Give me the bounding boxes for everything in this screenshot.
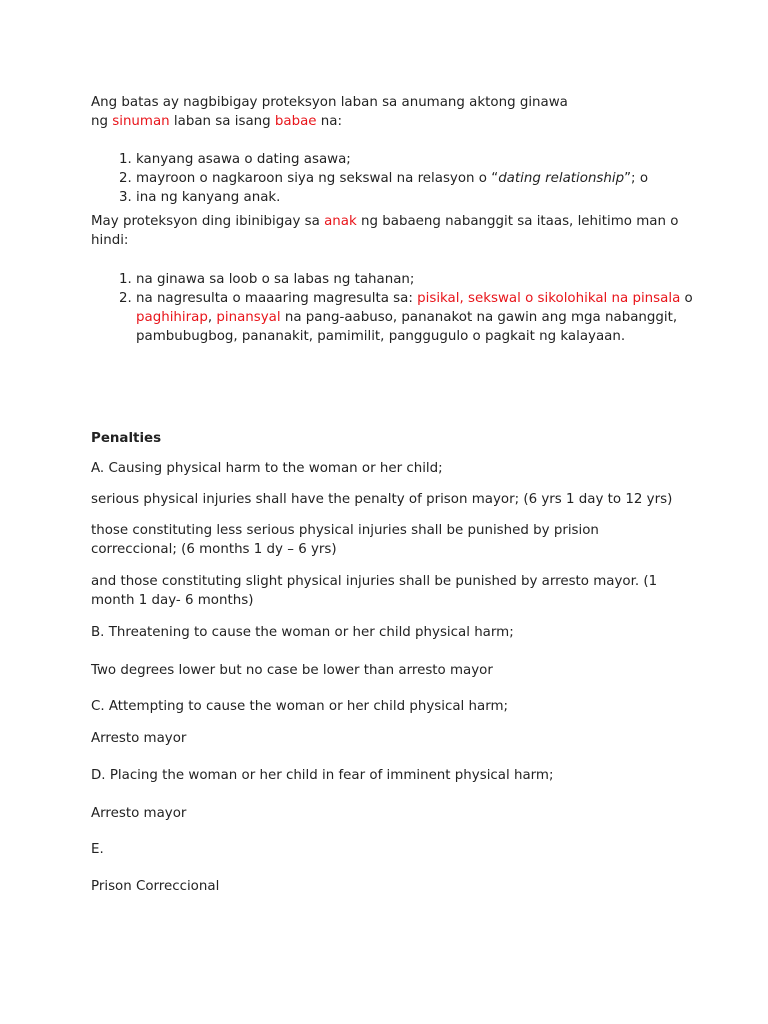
list-item-text: kanyang asawa o dating asawa; bbox=[136, 152, 351, 167]
highlight-paghihirap: paghihirap bbox=[136, 310, 208, 325]
list-item bbox=[136, 150, 726, 169]
penalty-d: D. Placing the woman or her child in fear of imminent physical harm; bbox=[91, 768, 554, 783]
paragraph-text: May proteksyon ding ibinibigay sa bbox=[91, 214, 325, 229]
penalty-e-detail: Prison Correccional bbox=[91, 879, 220, 894]
penalty-b-detail: Two degrees lower but no case be lower than arresto mayor bbox=[91, 663, 493, 678]
penalty-a: A. Causing physical harm to the woman or her child; bbox=[91, 461, 443, 476]
penalty-a-slight: and those constituting slight physical injuries shall be punished by arresto mayor. (1 month 1 day- 6 months) bbox=[91, 574, 658, 608]
penalty-a-serious: serious physical injuries shall have the penalty of prison mayor; (6 yrs 1 day to 12 yrs) bbox=[91, 492, 673, 507]
intro-line1: Ang batas ay nagbibigay proteksyon laban sa anumang aktong ginawa bbox=[91, 95, 568, 110]
list-item-text: ina ng kanyang anak. bbox=[136, 190, 281, 205]
child-protection-paragraph bbox=[91, 212, 681, 250]
intro-text: ng bbox=[91, 114, 113, 129]
list-item-text: ”; o bbox=[624, 171, 649, 186]
highlight-sinuman: sinuman bbox=[112, 114, 170, 129]
highlight-harm-types: pisikal, sekswal o sikolohikal na pinsala bbox=[417, 291, 681, 306]
paragraph-text: ng babaeng nabanggit sa itaas, lehitimo man o hindi: bbox=[91, 214, 679, 248]
penalty-c-detail: Arresto mayor bbox=[91, 731, 187, 746]
highlight-babae: babae bbox=[274, 114, 317, 129]
list-item-text: na pang-aabuso, pananakot na gawin ang mga nabanggit, pambubugbog, pananakit, pamimilit, panggugulo o pagkait ng kalayaan. bbox=[136, 310, 678, 344]
penalty-d-detail: Arresto mayor bbox=[91, 806, 187, 821]
list-item bbox=[136, 188, 726, 207]
list-item bbox=[136, 169, 726, 188]
list-item bbox=[136, 289, 726, 346]
penalty-b: B. Threatening to cause the woman or her child physical harm; bbox=[91, 625, 514, 640]
penalty-a-less-serious: those constituting less serious physical injuries shall be punished by prision correccional; (6 months 1 dy – 6 yrs) bbox=[91, 523, 599, 557]
list-item-text: o bbox=[680, 291, 693, 306]
penalty-c: C. Attempting to cause the woman or her child physical harm; bbox=[91, 699, 509, 714]
list-item-text: , bbox=[207, 310, 217, 325]
relationship-list bbox=[91, 150, 726, 207]
penalty-e: E. bbox=[91, 842, 104, 857]
list-item-text: na nagresulta o maaaring magresulta sa: bbox=[136, 291, 418, 306]
intro-text: na: bbox=[316, 114, 343, 129]
list-item-text: mayroon o nagkaroon siya ng sekswal na relasyon o “ bbox=[136, 171, 499, 186]
highlight-anak: anak bbox=[324, 214, 357, 229]
penalties-heading: Penalties bbox=[91, 431, 162, 446]
list-item bbox=[136, 270, 726, 289]
italic-dating-relationship: dating relationship bbox=[498, 171, 625, 186]
intro-text: laban sa isang bbox=[169, 114, 275, 129]
highlight-pinansyal: pinansyal bbox=[216, 310, 281, 325]
intro-paragraph bbox=[91, 93, 681, 131]
list-item-text: na ginawa sa loob o sa labas ng tahanan; bbox=[136, 272, 415, 287]
acts-list bbox=[91, 270, 726, 346]
